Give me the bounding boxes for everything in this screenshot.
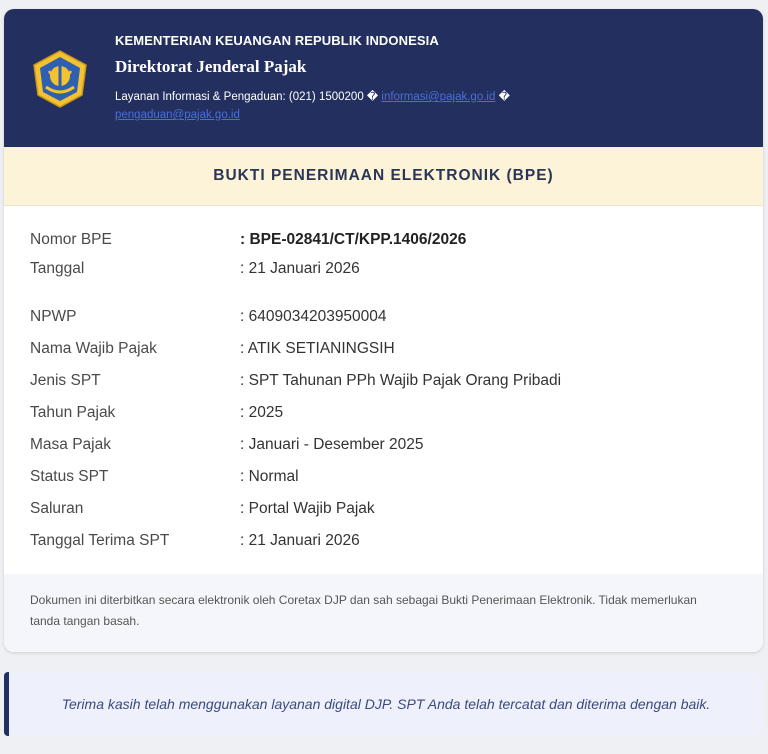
- detail-label: Nama Wajib Pajak: [30, 340, 157, 357]
- directorate-name: Direktorat Jenderal Pajak: [115, 57, 307, 76]
- detail-value: : 2025: [240, 404, 284, 421]
- detail-label: Nomor BPE: [30, 231, 112, 248]
- detail-row-status-spt: [30, 468, 730, 492]
- detail-value: : Normal: [240, 468, 299, 485]
- ministry-name: KEMENTERIAN KEUANGAN REPUBLIK INDONESIA: [115, 33, 439, 48]
- separator-glyph: �: [366, 91, 379, 103]
- detail-row-saluran: [30, 500, 730, 524]
- thank-you-banner: [4, 672, 763, 736]
- detail-label: Jenis SPT: [30, 372, 101, 389]
- detail-row-nama-wajib-pajak: [30, 340, 730, 364]
- detail-row-jenis-spt: [30, 372, 730, 396]
- detail-value: : Januari - Desember 2025: [240, 436, 424, 453]
- detail-label: Saluran: [30, 500, 84, 517]
- detail-label: Tanggal: [30, 260, 85, 277]
- detail-value: : 21 Januari 2026: [240, 532, 360, 549]
- djp-logo-icon: [30, 49, 90, 109]
- detail-value: : ATIK SETIANINGSIH: [240, 340, 395, 357]
- detail-label: Masa Pajak: [30, 436, 111, 453]
- separator-glyph: �: [498, 91, 510, 103]
- detail-label: Status SPT: [30, 468, 109, 485]
- detail-row-tanggal-terima-spt: [30, 532, 730, 556]
- detail-value: : SPT Tahunan PPh Wajib Pajak Orang Pribadi: [240, 372, 562, 389]
- email-complaint-link[interactable]: pengaduan@pajak.go.id: [115, 109, 240, 121]
- detail-row-tahun-pajak: [30, 404, 730, 428]
- detail-value: : BPE-02841/CT/KPP.1406/2026: [240, 231, 467, 248]
- detail-row-npwp: [30, 308, 730, 332]
- detail-row-masa-pajak: [30, 436, 730, 460]
- legal-note-box: [4, 574, 763, 652]
- detail-row-tanggal: [30, 260, 730, 284]
- detail-label: Tanggal Terima SPT: [30, 532, 170, 549]
- detail-value: : 21 Januari 2026: [240, 260, 360, 277]
- thank-you-text: Terima kasih telah menggunakan layanan digital DJP. SPT Anda telah tercatat dan diterima dengan baik.: [61, 696, 711, 712]
- detail-value: : Portal Wajib Pajak: [240, 500, 375, 517]
- document-title-band: [4, 147, 763, 206]
- document-header: [4, 9, 763, 147]
- detail-value: : 6409034203950004: [240, 308, 387, 325]
- email-info-link[interactable]: informasi@pajak.go.id: [381, 91, 496, 103]
- bpe-document-card: [4, 9, 763, 652]
- contact-info: [115, 88, 655, 124]
- contact-phone-text: Layanan Informasi & Pengaduan: (021) 1500200: [115, 91, 364, 103]
- document-title: BUKTI PENERIMAAN ELEKTRONIK (BPE): [213, 167, 554, 184]
- detail-label: Tahun Pajak: [30, 404, 116, 421]
- legal-note-text: Dokumen ini diterbitkan secara elektronik oleh Coretax DJP dan sah sebagai Bukti Penerimaan Elektronik. Tidak memerlukan tanda tangan basah.: [30, 593, 697, 628]
- detail-label: NPWP: [30, 308, 77, 325]
- detail-row-nomor-bpe: [30, 231, 730, 255]
